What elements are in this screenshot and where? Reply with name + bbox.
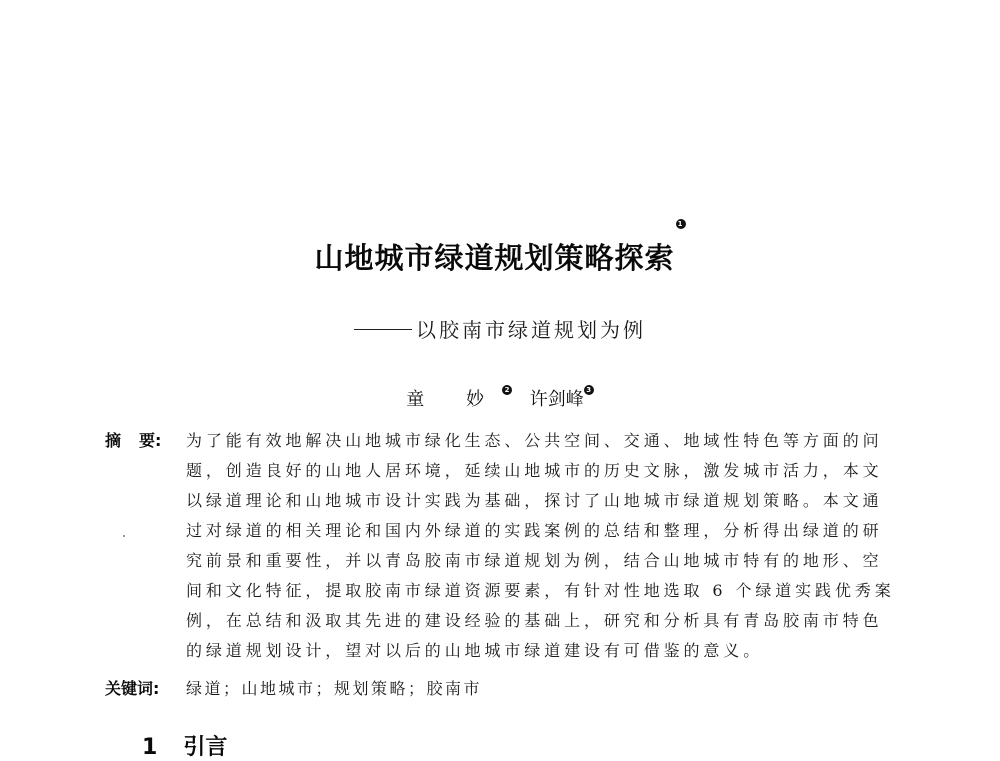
paper-title	[0, 220, 1000, 277]
paper-subtitle-text: 以胶南市绿道规划为例	[416, 318, 646, 342]
abstract-line: 题，创造良好的山地人居环境，延续山地城市的历史文脉，激发城市活力，本文	[186, 461, 883, 480]
paper-subtitle	[0, 314, 1000, 343]
paper-title-text: 山地城市绿道规划策略探索	[314, 241, 675, 275]
abstract-label-part1: 摘	[105, 431, 122, 450]
abstract-label-part2: 要:	[139, 431, 162, 450]
keywords-label: 关键词:	[105, 679, 160, 698]
abstract-line: 间和文化特征，提取胶南市绿道资源要素，有针对性地选取 6 个绿道实践优秀案	[186, 581, 895, 600]
subtitle-dash	[354, 329, 412, 330]
section-heading	[142, 730, 227, 761]
abstract-line: 的绿道规划设计，望对以后的山地城市绿道建设有可借鉴的意义。	[186, 641, 764, 660]
abstract-label	[105, 428, 161, 451]
author-2	[530, 385, 594, 411]
section-number: 1	[142, 735, 158, 760]
abstract-body	[186, 426, 902, 666]
scan-speck	[123, 535, 125, 537]
author-1	[406, 385, 512, 411]
footnote-marker-2: 2	[502, 385, 512, 395]
abstract-line: 为了能有效地解决山地城市绿化生态、公共空间、交通、地域性特色等方面的问	[186, 431, 883, 450]
section-title: 引言	[183, 735, 228, 760]
author-list	[0, 385, 1000, 411]
abstract-line: 究前景和重要性，并以青岛胶南市绿道规划为例，结合山地城市特有的地形、空	[186, 551, 883, 570]
abstract-line: 例，在总结和汲取其先进的建设经验的基础上，研究和分析具有青岛胶南市特色	[186, 611, 883, 630]
footnote-marker-3: 3	[584, 385, 594, 395]
footnote-marker-1: 1	[676, 219, 686, 229]
keywords-text: 绿道；山地城市；规划策略；胶南市	[186, 679, 483, 698]
abstract-line: 过对绿道的相关理论和国内外绿道的实践案例的总结和整理，分析得出绿道的研	[186, 521, 883, 540]
author-2-name: 许剑峰	[529, 389, 584, 410]
author-1-name: 童 妙	[406, 389, 502, 410]
abstract-line: 以绿道理论和山地城市设计实践为基础，探讨了山地城市绿道规划策略。本文通	[186, 491, 883, 510]
